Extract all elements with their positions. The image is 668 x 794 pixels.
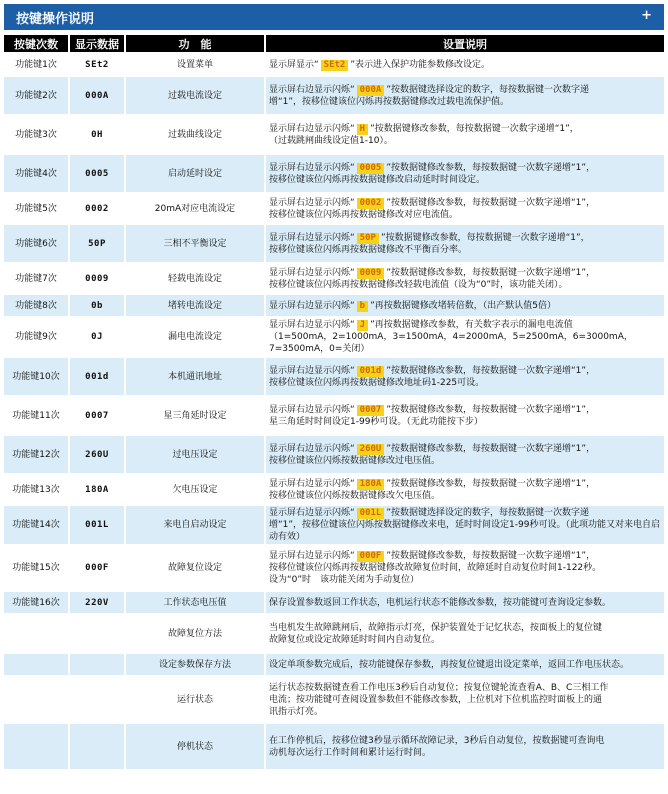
description-text: 运行状态按数据键查看工作电压3秒后自动复位；按复位键轮流查看A、B、C三相工作 [269,682,609,693]
description-text: ”按数据键修改参数，每按数据键一次数字递增“1”， [380,232,590,243]
description-cell [266,318,664,356]
description-cell [266,155,664,192]
description-text: ”按数据键修改参数，每按数据键一次数字递增“1”， [386,443,596,454]
display-data-cell: 0007 [70,397,126,434]
description-text: ”按数据键修改参数，每按数据键一次数字递增“1”， [386,162,596,173]
description-text: 保存设置参数返回工作状态，电机运行状态不能修改参数，按功能键可查询设定参数。 [269,597,612,608]
key-count-cell: 功能键15次 [4,546,70,590]
key-count-cell: 功能键5次 [4,194,70,223]
description-text: 显示屏右边显示闪烁“ [269,320,355,330]
function-cell: 过载曲线设定 [126,116,266,153]
description-text: ”按数据键修改参数，每按数据键一次数字递增“1”， [370,123,579,134]
description-text: 显示屏右边显示闪烁“ [269,478,355,489]
description-text: ”再按数据键修改堵转倍数，（出产默认值5倍） [370,300,556,311]
description-text: 显示屏右边显示闪烁“ [269,123,355,134]
description-text: 显示屏右边显示闪烁“ [269,300,355,311]
key-count-cell [4,677,70,722]
function-cell: 本机通讯地址 [126,358,266,395]
description-text: 显示屏右边显示闪烁“ [269,551,355,561]
description-text: 电流；按功能键可查阅设置参数但不能修改参数，上位机对下位机监控时面板上的通 [269,694,603,705]
description-cell [266,546,664,590]
description-cell [266,116,664,153]
description-cell [266,54,664,75]
description-text: ”按数据键选择设定的数字，每按数据键一次数字递 [386,84,590,95]
display-data-cell [70,654,126,675]
function-cell: 过电压设定 [126,436,266,473]
table-row [4,264,664,293]
table-row [4,295,664,316]
key-count-cell: 功能键10次 [4,358,70,395]
display-data-cell: SEt2 [70,54,126,75]
function-cell: 轻载电流设定 [126,264,266,293]
table-row [4,546,664,590]
display-code-tag: 50P [357,233,379,244]
table-row [4,506,664,544]
description-text: 增“1”，按移位键该位闪烁按数据键修改来电，延时时间设定1-99秒可设。（此项功能又对来电自启动有效） [269,520,660,542]
function-cell: 运行状态 [126,677,266,722]
table-row [4,615,664,652]
display-data-cell [70,724,126,769]
description-text: 显示屏右边显示闪烁“ [269,84,355,95]
key-count-cell: 功能键14次 [4,506,70,544]
display-data-cell: 180A [70,475,126,504]
description-text: 设定单项参数完成后，按功能键保存参数，再按复位键退出设定菜单，返回工作电压状态。 [269,659,630,670]
function-cell: 过载电流设定 [126,77,266,114]
description-text: 显示屏右边显示闪烁“ [269,162,355,173]
display-data-cell: 50P [70,225,126,262]
key-count-cell: 功能键11次 [4,397,70,434]
table-row [4,225,664,262]
key-count-cell: 功能键4次 [4,155,70,192]
expand-icon[interactable]: + [641,8,652,23]
display-code-tag: 001L [357,508,385,519]
description-text: 按移位键该位闪烁再按数据键修改故障复位时间，故障延时自动复位时间1-122秒。 [269,563,602,573]
display-code-tag: 0009 [357,268,385,279]
display-data-cell: 260U [70,436,126,473]
display-data-cell: 000A [70,77,126,114]
display-code-tag: SEt2 [321,60,349,71]
description-cell [266,358,664,395]
description-text: 当电机发生故障跳闸后，故障指示灯亮，保护装置处于记忆状态，按面板上的复位键 [269,622,603,633]
description-cell [266,397,664,434]
function-cell: 设置菜单 [126,54,266,75]
description-text: ”按数据键选择设定的数字，每按数据键一次数字递 [386,508,590,518]
display-data-cell: 0b [70,295,126,316]
display-data-cell [70,677,126,722]
description-text: ”按数据键修改参数，每按数据键一次数字递增“1”， [386,404,596,415]
description-text: 按移位键该位闪烁再按数据键修改启动延时时间设定。 [269,174,486,185]
description-text: 星三角延时时间设定1-99秒可设。（无此功能按下步） [269,416,483,427]
display-code-tag: 000F [357,551,385,562]
description-text: 在工作停机后，按移位键3秒显示循环故障记录，3秒后自动复位，按数据键可查询电 [269,735,605,746]
table-row [4,155,664,192]
function-cell: 漏电电流设定 [126,318,266,356]
display-data-cell: 001L [70,506,126,544]
function-cell: 堵转电流设定 [126,295,266,316]
display-code-tag: 0007 [357,405,385,416]
display-code-tag: 0002 [357,198,385,209]
key-count-cell: 功能键9次 [4,318,70,356]
description-text: 显示屏右边显示闪烁“ [269,443,355,454]
description-cell [266,436,664,473]
function-cell: 工作状态电压值 [126,592,266,613]
description-cell [266,592,664,613]
description-text: ”按数据键修改参数，每按数据键一次数字递增“1”， [386,365,596,376]
description-text: 动机每次运行工作时间和累计运行时间。 [269,747,432,758]
key-count-cell [4,654,70,675]
description-text: 讯指示灯亮。 [269,706,324,717]
display-code-tag: H [357,124,368,135]
display-code-tag: 260U [357,444,385,455]
description-text: ”按数据键修改参数，每按数据键一次数字递增“1”， [386,478,596,489]
description-text: ”再按数据键修改参数，有关数字表示的漏电电流值 [370,320,573,330]
description-text: 故障复位或设定故障延时时间内自动复位。 [269,634,441,645]
table-row [4,436,664,473]
table-row [4,397,664,434]
display-data-cell [70,615,126,652]
table-row [4,318,664,356]
key-count-cell: 功能键7次 [4,264,70,293]
description-text: ”按数据键修改参数，每按数据键一次数字递增“1”， [386,197,596,208]
description-text: 显示屏右边显示闪烁“ [269,365,355,376]
function-cell: 20mA对应电流设定 [126,194,266,223]
display-code-tag: 001d [357,366,385,377]
description-cell [266,724,664,769]
description-cell [266,615,664,652]
key-operation-table [4,33,664,771]
table-row [4,592,664,613]
function-cell: 故障复位设定 [126,546,266,590]
description-text: ”按数据键修改参数，每按数据键一次数字递增“1”， [386,551,596,561]
key-count-cell: 功能键16次 [4,592,70,613]
display-data-cell: 0002 [70,194,126,223]
display-data-cell: 0009 [70,264,126,293]
table-header-row [4,35,664,52]
display-data-cell: 0J [70,318,126,356]
display-code-tag: J [357,320,368,331]
display-code-tag: 180A [357,479,385,490]
description-text: 按移位键该位闪烁按数据键修改欠电压值。 [269,490,441,501]
section-title: 按键操作说明 [16,11,95,27]
description-text: 显示屏右边显示闪烁“ [269,508,355,518]
description-cell [266,194,664,223]
header-key-count: 按键次数 [4,35,70,52]
display-code-tag: 000A [357,85,385,96]
display-data-cell: 000F [70,546,126,590]
description-text: 显示屏显示“ [269,59,319,70]
description-text: 按移位键该位闪烁再按数据键修改对应电流值。 [269,209,459,220]
header-function: 功 能 [126,35,266,52]
display-code-tag: b [357,301,368,312]
description-text: 按移位键该位闪烁再按数据键修改地址码1-225可设。 [269,377,485,388]
description-text: 显示屏右边显示闪烁“ [269,404,355,415]
key-count-cell [4,724,70,769]
table-row [4,475,664,504]
key-count-cell: 功能键8次 [4,295,70,316]
description-text: 显示屏右边显示闪烁“ [269,197,355,208]
description-cell [266,475,664,504]
key-count-cell: 功能键3次 [4,116,70,153]
table-row [4,194,664,223]
function-cell: 来电自启动设定 [126,506,266,544]
description-cell [266,225,664,262]
description-text: ”按数据键修改参数，每按数据键一次数字递增“1”， [386,267,596,278]
header-display-data: 显示数据 [70,35,126,52]
description-text: 显示屏右边显示闪烁“ [269,232,355,243]
function-cell: 停机状态 [126,724,266,769]
display-data-cell: 0005 [70,155,126,192]
function-cell: 故障复位方法 [126,615,266,652]
key-count-cell: 功能键12次 [4,436,70,473]
display-data-cell: 0H [70,116,126,153]
description-cell [266,677,664,722]
table-row [4,724,664,769]
function-cell: 三相不平衡设定 [126,225,266,262]
description-cell [266,295,664,316]
description-text: 增“1”，按移位键该位闪烁再按数据键修改过载电流保护值。 [269,96,510,107]
table-row [4,77,664,114]
description-text: ”表示进入保护功能参数修改设定。 [350,59,491,70]
display-code-tag: 0005 [357,163,385,174]
description-cell [266,77,664,114]
function-cell: 欠电压设定 [126,475,266,504]
description-cell [266,506,664,544]
key-count-cell: 功能键2次 [4,77,70,114]
section-title-bar [4,4,664,30]
description-text: 按移位键该位闪烁按数据键修改过电压值。 [269,455,441,466]
table-row [4,654,664,675]
key-count-cell: 功能键1次 [4,54,70,75]
function-cell: 星三角延时设定 [126,397,266,434]
table-row [4,54,664,75]
description-text: （1=500mA，2=1000mA，3=1500mA，4=2000mA，5=2500mA，6=3000mA，7=3500mA，0=关闭） [269,332,633,354]
description-text: 设为“0”时 该功能关闭为手动复位） [269,575,420,585]
description-text: 显示屏右边显示闪烁“ [269,267,355,278]
display-data-cell: 001d [70,358,126,395]
description-text: 按移位键该位闪烁再按数据键修改轻载电流值（设为“0”时，该功能关闭）。 [269,279,568,290]
table-row [4,358,664,395]
key-count-cell [4,615,70,652]
description-text: （过载跳闸曲线设定值1-10）。 [269,135,393,146]
table-row [4,677,664,722]
description-cell [266,264,664,293]
key-count-cell: 功能键6次 [4,225,70,262]
function-cell: 设定参数保存方法 [126,654,266,675]
header-description: 设置说明 [266,35,664,52]
description-text: 按移位键该位闪烁再按数据键修改不平衡百分率。 [269,244,468,255]
key-count-cell: 功能键13次 [4,475,70,504]
description-cell [266,654,664,675]
function-cell: 启动延时设定 [126,155,266,192]
display-data-cell: 220V [70,592,126,613]
table-row [4,116,664,153]
